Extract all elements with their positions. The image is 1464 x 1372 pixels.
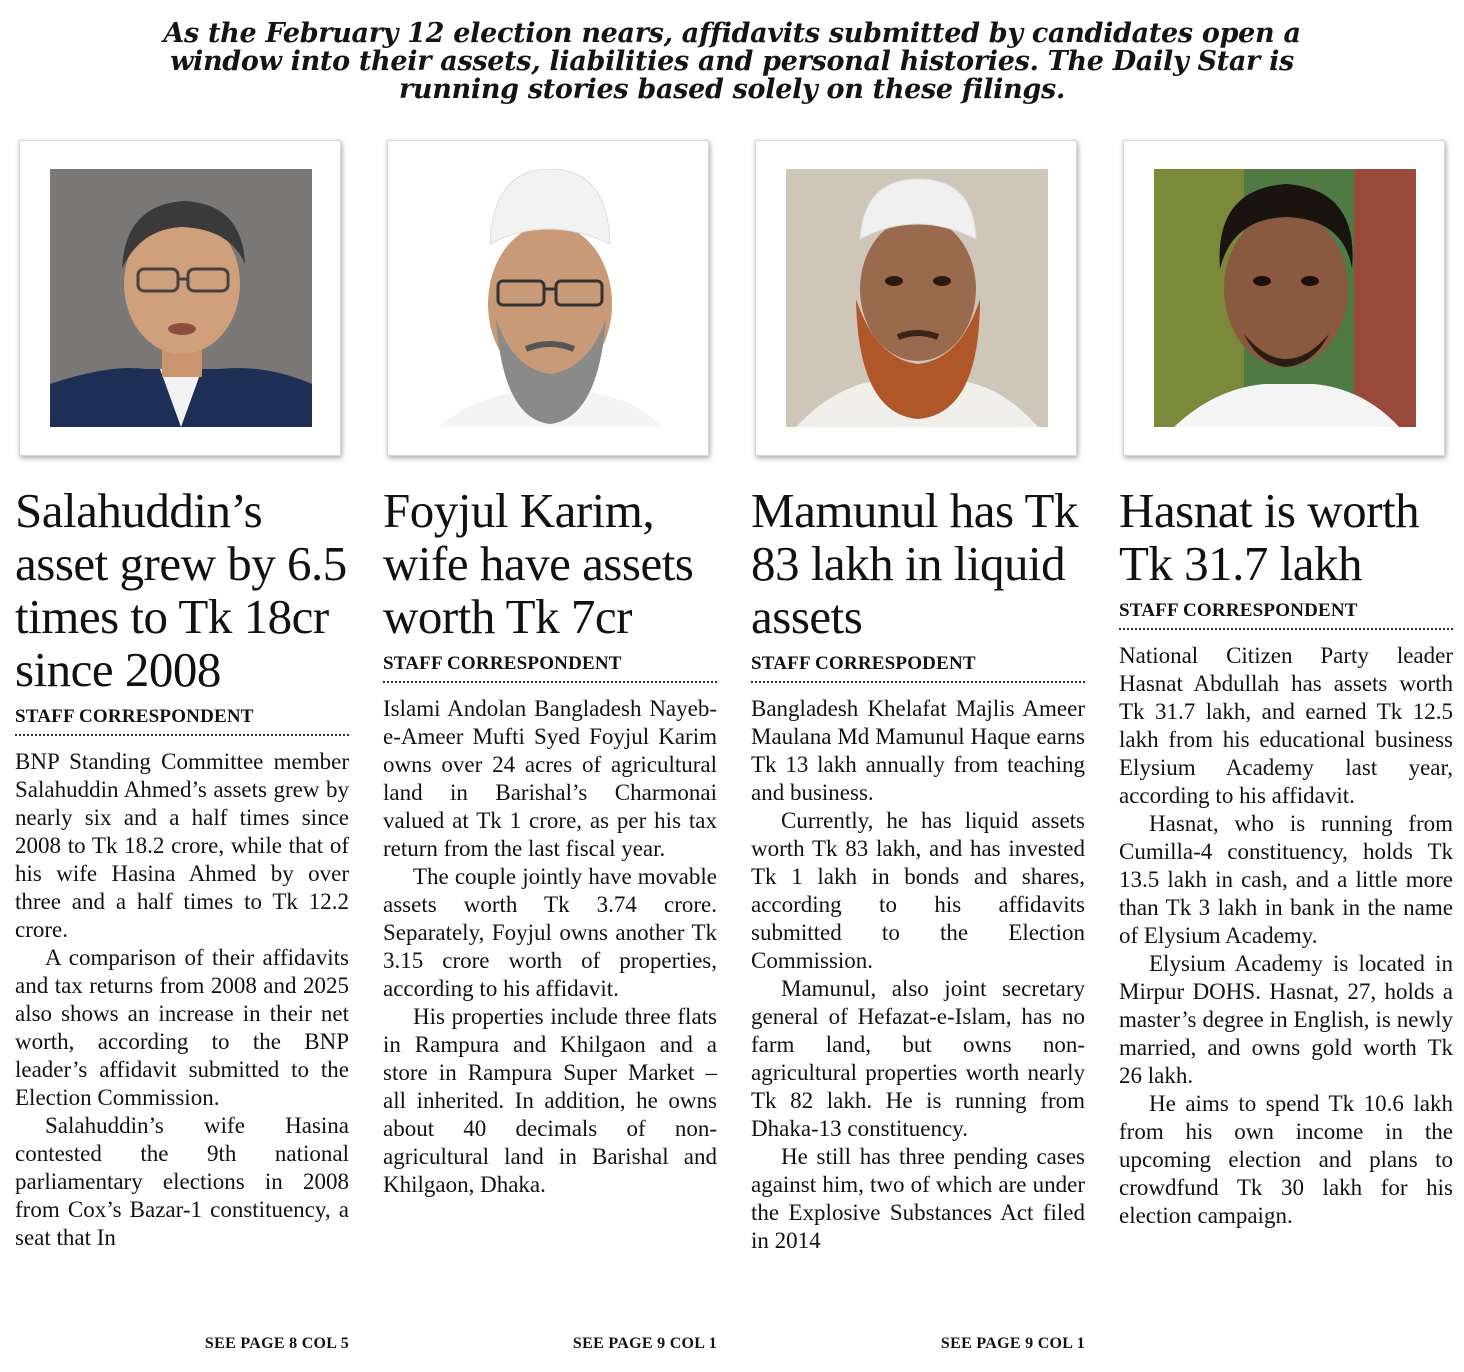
headline: Salahuddin’s asset grew by 6.5 times to Tk 18cr since 2008: [15, 483, 347, 697]
continued-jump[interactable]: SEE PAGE 8 COL 5: [204, 1335, 349, 1352]
byline: STAFF CORRESPONDENT: [383, 653, 717, 683]
photo-frame: [755, 140, 1077, 456]
photo-frame: [387, 140, 709, 456]
photo-frame: [1123, 140, 1445, 456]
paragraph: Bangladesh Khelafat Majlis Ameer Maulana Md Mamunul Haque earns Tk 13 lakh annually from teaching and business.: [751, 696, 1085, 805]
paragraph: The couple jointly have movable assets worth Tk 3.74 crore. Separately, Foyjul owns another Tk 3.15 crore worth of properties, according to his affidavit.: [383, 864, 717, 1001]
story-column-salahuddin: [15, 140, 349, 1372]
photo-frame: [19, 140, 341, 456]
story-column-foyjul: [383, 140, 717, 1372]
headline: Foyjul Karim, wife have assets worth Tk 7cr: [383, 483, 694, 644]
article-body: [15, 748, 349, 1252]
portrait-photo-foyjul: [418, 169, 680, 427]
article-body: [383, 695, 717, 1199]
portrait-photo-salahuddin: [50, 169, 312, 427]
byline: STAFF CORRESPONDENT: [1119, 600, 1453, 630]
paragraph: He still has three pending cases against him, two of which are under the Explosive Substances Act filed in 2014: [751, 1144, 1085, 1253]
paragraph: He aims to spend Tk 10.6 lakh from his own income in the upcoming election and plans to crowdfund Tk 30 lakh for his election campaign.: [1119, 1091, 1453, 1228]
continued-jump[interactable]: SEE PAGE 9 COL 1: [572, 1335, 717, 1352]
headline: Hasnat is worth Tk 31.7 lakh: [1119, 483, 1420, 591]
paragraph: His properties include three flats in Rampura and Khilgaon and a store in Rampura Super Market – all inherited. In addition, he owns about 40 decimals of non-agricultural land in Barishal and Khilgaon, Dhaka.: [383, 1004, 717, 1197]
paragraph: Salahuddin’s wife Hasina contested the 9th national parliamentary elections in 2008 from Cox’s Bazar-1 constituency, a seat that In: [15, 1113, 349, 1250]
paragraph: A comparison of their affidavits and tax returns from 2008 and 2025 also shows an increase in their net worth, according to the BNP leader’s affidavit submitted to the Election Commission.: [15, 945, 349, 1110]
paragraph: Mamunul, also joint secretary general of Hefazat-e-Islam, has no farm land, but owns non-agricultural properties worth nearly Tk 82 lakh. He is running from Dhaka-13 constituency.: [751, 976, 1085, 1141]
paragraph: National Citizen Party leader Hasnat Abdullah has assets worth Tk 31.7 lakh, and earned Tk 12.5 lakh from his educational business Elysium Academy last year, according to his affidavit.: [1119, 643, 1453, 808]
article-body: [751, 695, 1085, 1255]
continued-jump[interactable]: SEE PAGE 9 COL 1: [940, 1335, 1085, 1352]
story-column-mamunul: [751, 140, 1085, 1372]
portrait-photo-hasnat: [1154, 169, 1416, 427]
intro-blurb: As the February 12 election nears, affidavits submitted by candidates open a window into their assets, liabilities and personal histories. The Daily Star is running stories based solely on these filings.: [163, 18, 1301, 105]
byline: STAFF CORRESPONDENT: [15, 706, 349, 736]
paragraph: Elysium Academy is located in Mirpur DOHS. Hasnat, 27, holds a master’s degree in English, is newly married, and owns gold worth Tk 26 lakh.: [1119, 951, 1453, 1088]
paragraph: Currently, he has liquid assets worth Tk 83 lakh, and has invested Tk 1 lakh in bonds and shares, according to his affidavits submitted to the Election Commission.: [751, 808, 1085, 973]
byline: STAFF CORRESPODENT: [751, 653, 1085, 683]
story-column-hasnat: [1119, 140, 1453, 1372]
headline: Mamunul has Tk 83 lakh in liquid assets: [751, 483, 1078, 644]
paragraph: Hasnat, who is running from Cumilla-4 constituency, holds Tk 13.5 lakh in cash, and a little more than Tk 3 lakh in bank in the name of Elysium Academy.: [1119, 811, 1453, 948]
paragraph: Islami Andolan Bangladesh Nayeb-e-Ameer Mufti Syed Foyjul Karim owns over 24 acres of agricultural land in Barishal’s Charmonai valued at Tk 1 crore, as per his tax return from the last fiscal year.: [383, 696, 717, 861]
portrait-photo-mamunul: [786, 169, 1048, 427]
paragraph: BNP Standing Committee member Salahuddin Ahmed’s assets grew by nearly six and a half times since 2008 to Tk 18.2 crore, while that of his wife Hasina Ahmed by over three and a half times to Tk 12.2 crore.: [15, 749, 349, 942]
article-body: [1119, 642, 1453, 1230]
